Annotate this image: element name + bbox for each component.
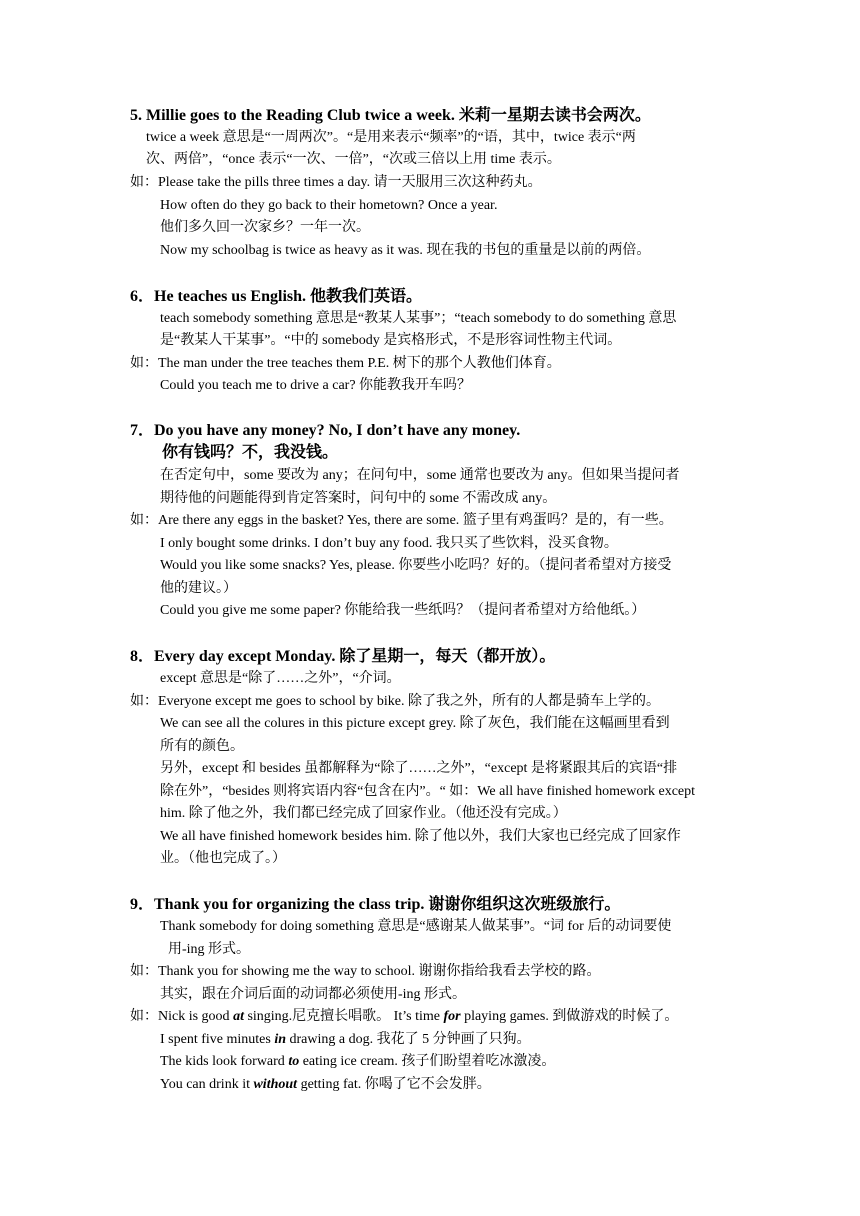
preposition-emphasis: for [443,1009,461,1024]
section-8-example: 所有的颜色。 [160,739,244,754]
section-5-example: Now my schoolbag is twice as heavy as it was. 现在我的书包的重量是以前的两倍。 [160,243,651,258]
section-9-example [160,1052,555,1072]
section-7-example: Would you like some snacks? Yes, please. 你要些小吃吗？好的。（提问者希望对方接受 [160,558,672,573]
preposition-emphasis: in [274,1032,286,1047]
section-8-text: 除在外”，“besides 则将宾语内容“包含在内”。“ 如：We all have finished homework except [160,784,696,799]
example-text: I spent five minutes [160,1032,275,1047]
section-9-text: 其实，跟在介词后面的动词都必须使用-ing 形式。 [160,987,467,1002]
section-9-text: 用-ing 形式。 [168,942,251,957]
example-text: getting fat. 你喝了它不会发胖。 [297,1077,491,1092]
section-9-example: 如：Thank you for showing me the way to school. 谢谢你指给我看去学校的路。 [130,964,601,979]
section-9-example [160,1075,491,1095]
section-6-text: 是“教某人干某事”。“中的 somebody 是宾格形式，不是形容词性物主代词。 [160,333,622,348]
section-9-heading: 9．Thank you for organizing the class trip. 谢谢你组织这次班级旅行。 [130,896,621,913]
section-7-text: 期待他的问题能得到肯定答案时，问句中的 some 不需改成 any。 [160,491,557,506]
section-8-example: 业。（他也完成了。） [160,851,286,866]
preposition-emphasis: to [288,1054,300,1069]
example-text: The kids look forward [160,1054,289,1069]
section-5-example: 如：Please take the pills three times a day. 请一天服用三次这种药丸。 [130,175,542,190]
preposition-emphasis: at [233,1009,244,1024]
section-7-example: Could you give me some paper? 你能给我一些纸吗？（提问者希望对方给他纸。） [160,603,646,618]
section-7-text: 在否定句中，some 要改为 any；在问句中，some 通常也要改为 any。但如果当提问者 [160,468,680,483]
section-5-text: 次、两倍”，“once 表示“一次、一倍”，“次或三倍以上用 time 表示。 [146,152,561,167]
section-5-heading: 5. Millie goes to the Reading Club twice a week. 米莉一星期去读书会两次。 [130,107,651,124]
section-6-text: teach somebody something 意思是“教某人某事”；“teach somebody to do something 意思 [160,311,677,326]
example-text: 如：Nick is good [130,1009,234,1024]
section-9-example [160,1030,531,1050]
section-7-example: I only bought some drinks. I don’t buy any food. 我只买了些饮料，没买食物。 [160,536,618,551]
example-text: drawing a dog. 我花了 5 分钟画了只狗。 [286,1032,531,1047]
section-6-example: 如：The man under the tree teaches them P.E. 树下的那个人教他们体育。 [130,356,561,371]
example-text: eating ice cream. 孩子们盼望着吃冰激凌。 [299,1054,556,1069]
section-8-example: We all have finished homework besides him. 除了他以外，我们大家也已经完成了回家作 [160,829,681,844]
example-text: singing.尼克擅长唱歌。 It’s time [243,1009,444,1024]
section-7-heading-cn: 你有钱吗？不，我没钱。 [162,444,339,461]
section-8-text: except 意思是“除了……之外”，“介词。 [160,671,401,686]
section-8-example: 如：Everyone except me goes to school by bike. 除了我之外，所有的人都是骑车上学的。 [130,694,660,709]
section-6-heading: 6．He teaches us English. 他教我们英语。 [130,288,423,305]
section-8-text: 另外，except 和 besides 虽都解释为“除了……之外”，“except 是将紧跟其后的宾语“排 [160,761,678,776]
section-6-example: Could you teach me to drive a car? 你能教我开车吗？ [160,378,472,393]
section-7-example: 他的建议。） [160,581,237,596]
example-text: You can drink it [160,1077,254,1092]
section-5-text: twice a week 意思是“一周两次”。“是用来表示“频率”的“语，其中，twice 表示“两 [146,130,636,145]
section-5-example: How often do they go back to their hometown? Once a year. [160,198,498,213]
section-7-example: 如：Are there any eggs in the basket? Yes, there are some. 篮子里有鸡蛋吗？是的，有一些。 [130,513,673,528]
section-9-text: Thank somebody for doing something 意思是“感谢某人做某事”。“词 for 后的动词要使 [160,919,672,934]
section-8-heading: 8．Every day except Monday. 除了星期一，每天（都开放）。 [130,648,556,665]
example-text: playing games. 到做游戏的时候了。 [460,1009,679,1024]
section-9-example [130,1007,678,1027]
section-7-heading: 7．Do you have any money? No, I don’t have any money. [130,422,521,439]
section-5-example: 他们多久回一次家乡？一年一次。 [160,220,370,235]
preposition-emphasis: without [253,1077,298,1092]
section-8-example: him. 除了他之外，我们都已经完成了回家作业。（他还没有完成。） [160,806,567,821]
section-8-example: We can see all the colures in this picture except grey. 除了灰色，我们能在这幅画里看到 [160,716,670,731]
